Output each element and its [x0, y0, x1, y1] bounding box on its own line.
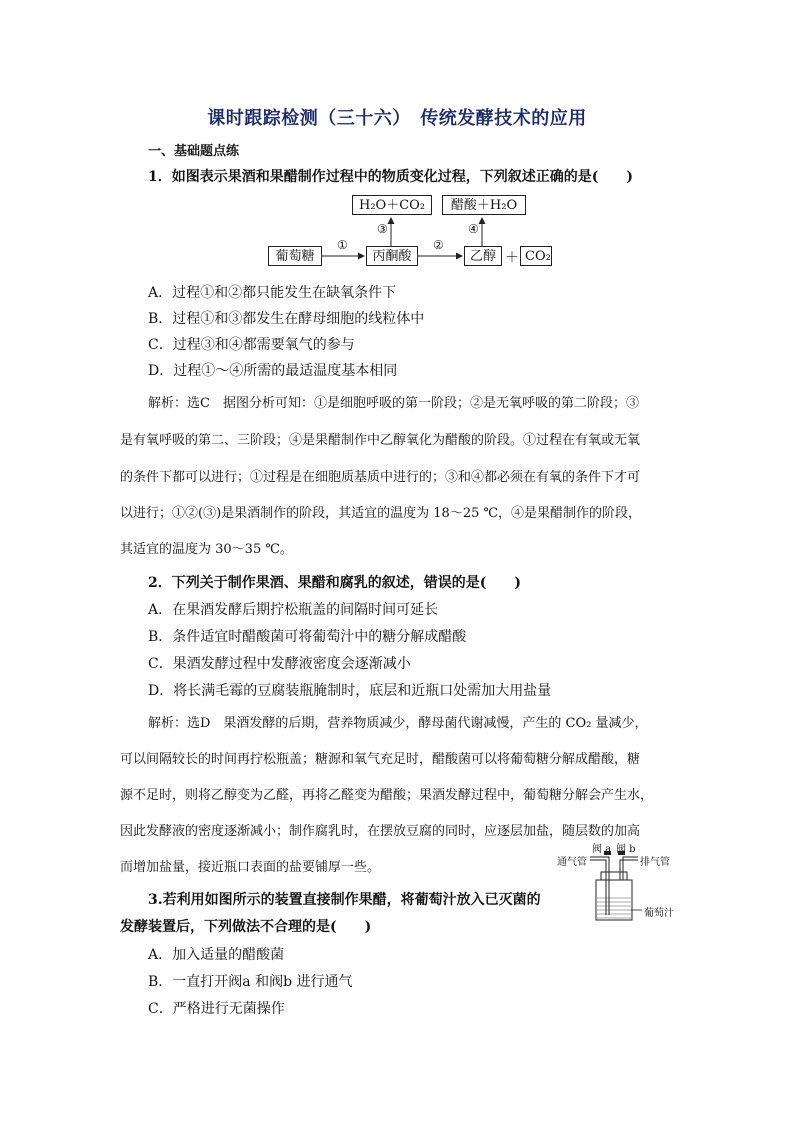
label-3: ③ — [377, 222, 388, 236]
q3-option-c: C．严格进行无菌操作 — [148, 1001, 285, 1017]
q2-option-b: B．条件适宜时醋酸菌可将葡萄汁中的糖分解成醋酸 — [148, 629, 467, 645]
q1-analysis-line-3: 的条件下都可以进行；①过程是在细胞质基质中进行的；③和④都必须在有氧的条件下才可 — [120, 470, 641, 485]
box-acetic-acid-h2o: 醋酸＋H₂O — [442, 195, 526, 215]
section-heading: 一、基础题点练 — [148, 144, 240, 159]
box-co2: CO₂ — [520, 246, 552, 266]
page-title: 课时跟踪检测（三十六） 传统发酵技术的应用 — [207, 108, 587, 129]
q1-option-a: A．过程①和②都只能发生在缺氧条件下 — [148, 285, 397, 301]
label-valve-a: 阀 a — [592, 844, 612, 855]
q3-option-a: A．加入适量的醋酸菌 — [148, 947, 285, 963]
label-4: ④ — [468, 222, 479, 236]
label-1: ① — [337, 238, 348, 252]
q1-analysis-line-4: 以进行；①②(③)是果酒制作的阶段，其适宜的温度为 18～25 ℃，④是果醋制作的阶段， — [120, 506, 642, 521]
box-h2o-co2: H₂O＋CO₂ — [352, 195, 432, 215]
box-pyruvate: 丙酮酸 — [366, 246, 418, 266]
q3-option-b: B．一直打开阀a 和阀b 进行通气 — [148, 974, 353, 990]
q1-analysis-line-1: 解析：选C 据图分析可知：①是细胞呼吸的第一阶段；②是无氧呼吸的第二阶段；③ — [148, 396, 639, 411]
q2-analysis-line-2: 可以间隔较长的时间再拧松瓶盖；糖源和氧气充足时，醋酸菌可以将葡萄糖分解成醋酸，糖 — [120, 752, 641, 767]
label-2: ② — [433, 238, 444, 252]
plus-sign: ＋ — [505, 250, 519, 266]
q2-analysis-line-5: 而增加盐量，接近瓶口表面的盐要铺厚一些。 — [120, 860, 381, 875]
question-1-stem: 1．如图表示果酒和果醋制作过程中的物质变化过程，下列叙述正确的是( ) — [148, 169, 633, 185]
q2-option-d: D．将长满毛霉的豆腐装瓶腌制时，底层和近瓶口处需加大用盐量 — [148, 683, 552, 699]
q1-option-b: B．过程①和③都发生在酵母细胞的线粒体中 — [148, 311, 425, 327]
q2-option-a: A．在果酒发酵后期拧松瓶盖的间隔时间可延长 — [148, 602, 439, 618]
label-grape-juice: 葡萄汁 — [644, 908, 674, 919]
q2-option-c: C．果酒发酵过程中发酵液密度会逐渐减小 — [148, 656, 411, 672]
q1-analysis-line-2: 是有氧呼吸的第二、三阶段；④是果醋制作中乙醇氧化为醋酸的阶段。①过程在有氧或无氧 — [120, 433, 641, 448]
question-3-stem-line-1: 3.若利用如图所示的装置直接制作果醋，将葡萄汁放入已灭菌的 — [148, 892, 541, 908]
q2-analysis-line-1: 解析：选D 果酒发酵的后期，营养物质减少，酵母菌代谢减慢，产生的 CO₂ 量减少， — [148, 716, 648, 731]
q1-option-c: C．过程③和④都需要氧气的参与 — [148, 337, 355, 353]
q1-option-d: D．过程①～④所需的最适温度基本相同 — [148, 363, 398, 379]
q2-analysis-line-4: 因此发酵液的密度逐渐减小；制作腐乳时，在摆放豆腐的同时，应逐层加盐，随层数的加高 — [120, 824, 641, 839]
label-outlet-tube: 排气管 — [640, 857, 670, 868]
question-2-stem: 2．下列关于制作果酒、果醋和腐乳的叙述，错误的是( ) — [148, 575, 521, 591]
box-glucose: 葡萄糖 — [268, 246, 322, 266]
q2-analysis-line-3: 源不足时，则将乙醇变为乙醛，再将乙醛变为醋酸；果酒发酵过程中，葡萄糖分解会产生水， — [120, 788, 654, 803]
box-ethanol: 乙醇 — [464, 246, 502, 266]
label-valve-b: 阀 b — [616, 844, 636, 855]
q1-analysis-line-5: 其适宜的温度为 30～35 ℃。 — [120, 542, 293, 557]
question-3-stem-line-2: 发酵装置后，下列做法不合理的是( ) — [120, 919, 372, 935]
label-inlet-tube: 通气管 — [557, 857, 587, 868]
